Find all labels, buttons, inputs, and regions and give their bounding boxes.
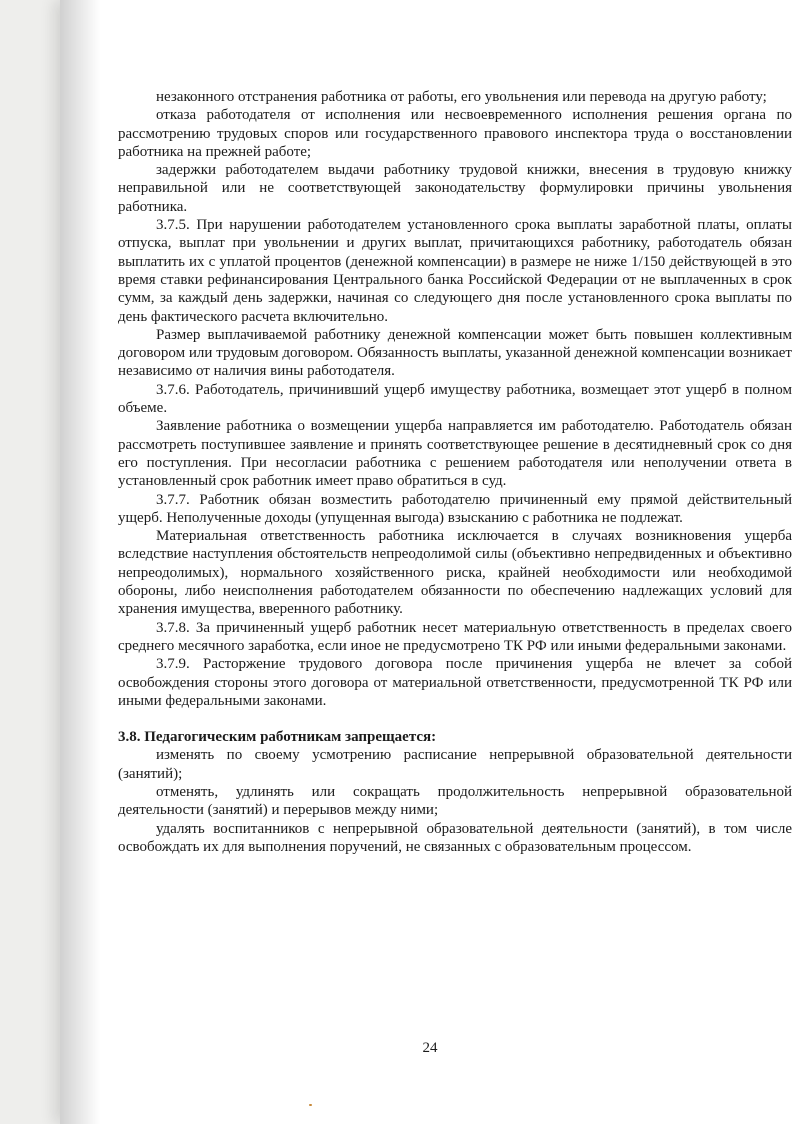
paragraph: отказа работодателя от исполнения или несвоевременного исполнения решения органа по рассмотрению трудовых споров или государственного правового инспектора труда о восстановлении работника на прежней работе; — [118, 107, 792, 160]
paragraph: 3.7.6. Работодатель, причинивший ущерб имуществу работника, возмещает этот ущерб в полном объеме. — [118, 381, 792, 417]
section-item: отменять, удлинять или сокращать продолжительность непрерывной образовательной деятельности (занятий) и перерывов между ними; — [118, 783, 792, 819]
paragraph: задержки работодателем выдачи работнику трудовой книжки, внесения в трудовую книжку неправильной или не соответствующей законодательству формулировки причины увольнения работника. — [118, 162, 792, 215]
paragraph: 3.7.8. За причиненный ущерб работник несет материальную ответственность в пределах своего среднего месячного заработка, если иное не предусмотрено ТК РФ или иными федеральными законами. — [118, 619, 792, 654]
page-body — [118, 88, 792, 856]
paragraph: 3.7.5. При нарушении работодателем установленного срока выплаты заработной платы, оплаты отпуска, выплат при увольнении и других выплат, причитающихся работнику, работодатель обязан выплатить их с уплатой процентов (денежной компенсации) в размере не ниже 1/150 действующей в это время ставки рефинансирования Центрального банка Российской Федерации от не выплаченных в срок сумм, за каждый день задержки, начиная со следующего дня после установленного срока выплаты по день фактического расчета включительно. — [118, 217, 792, 325]
page-number: 24 — [422, 1040, 438, 1056]
paragraph: незаконного отстранения работника от работы, его увольнения или перевода на другую работу; — [156, 89, 767, 105]
paragraph: 3.7.7. Работник обязан возместить работодателю причиненный ему прямой действительный ущерб. Неполученные доходы (упущенная выгода) взысканию с работника не подлежат. — [118, 491, 792, 526]
section-item: удалять воспитанников с непрерывной образовательной деятельности (занятий), в том числе освобождать их для выполнения поручений, не связанных с образовательным процессом. — [118, 820, 792, 855]
document-page — [60, 0, 800, 1124]
section-heading: 3.8. Педагогическим работникам запрещается: — [118, 729, 437, 746]
paragraph: Заявление работника о возмещении ущерба направляется им работодателю. Работодатель обязан рассмотреть поступившее заявление и принять соответствующее решение в десятидневный срок со дня его поступления. При несогласии работника с решением работодателя или неполучении ответа в установленный срок работник имеет право обратиться в суд. — [118, 418, 792, 490]
paragraph: 3.7.9. Расторжение трудового договора после причинения ущерба не влечет за собой освобождения стороны этого договора от материальной ответственности, предусмотренной ТК РФ или иными федеральными законами. — [118, 656, 792, 709]
section-item: изменять по своему усмотрению расписание непрерывной образовательной деятельности (занятий); — [118, 747, 792, 782]
paragraph: Размер выплачиваемой работнику денежной компенсации может быть повышен коллективным договором или трудовым договором. Обязанность выплаты, указанной денежной компенсации возникает независимо от наличия вины работодателя. — [118, 326, 792, 380]
scan-speck — [309, 1104, 312, 1106]
paragraph: Материальная ответственность работника исключается в случаях возникновения ущерба вследствие наступления обстоятельств непреодолимой силы (объективно непредвиденных и объективно непреодолимых), нормального хозяйственного риска, крайней необходимости или необходимой обороны, либо неисполнения работодателем обязанности по обеспечению надлежащих условий для хранения имущества, вверенного работнику. — [118, 528, 792, 618]
